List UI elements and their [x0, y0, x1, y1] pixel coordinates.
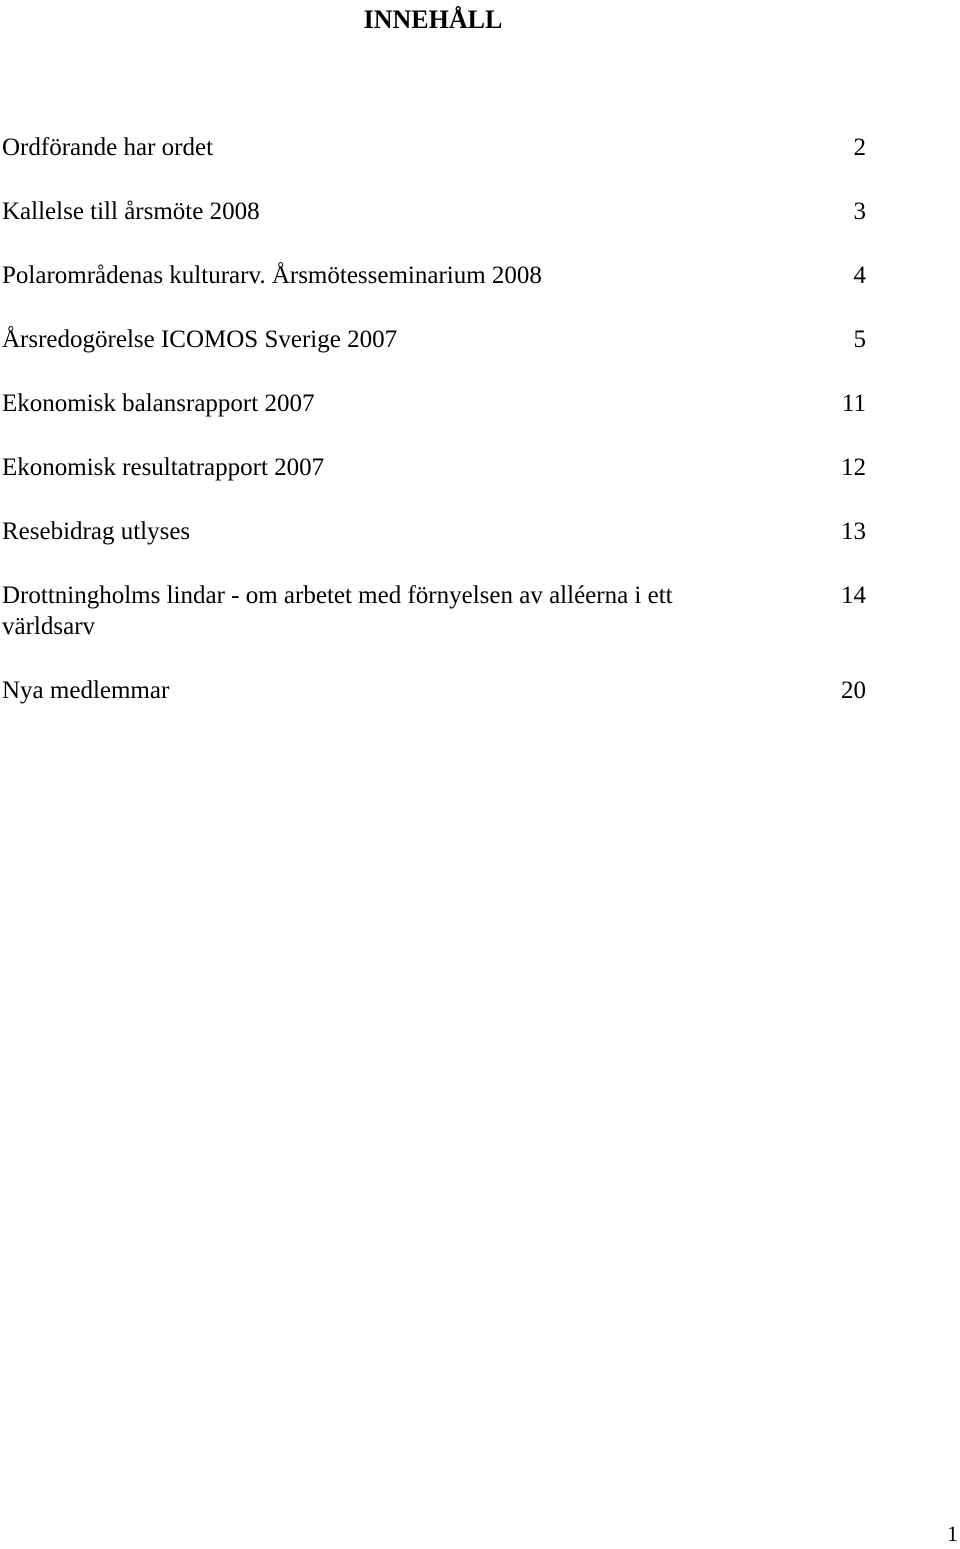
- toc-entry-title: Ekonomisk resultatrapport 2007: [2, 454, 325, 481]
- toc-entry: [2, 260, 866, 291]
- toc-entry-page: 3: [853, 198, 866, 225]
- toc-entry-page: 20: [841, 677, 866, 704]
- toc-entry-title: Kallelse till årsmöte 2008: [2, 198, 260, 225]
- toc-entry: [2, 196, 866, 227]
- toc-entry-title: Resebidrag utlyses: [2, 518, 191, 545]
- toc-entry-page: 11: [841, 390, 866, 417]
- toc-entry-page: 5: [853, 326, 866, 353]
- toc-entry-page: 2: [853, 134, 866, 161]
- toc-entry-title: Årsredogörelse ICOMOS Sverige 2007: [2, 326, 398, 353]
- page-title: INNEHÅLL: [363, 5, 503, 34]
- toc-entry-page: 12: [841, 454, 866, 481]
- toc-entry: [2, 675, 866, 706]
- toc-entry: [2, 516, 866, 547]
- toc-entry-title: Polarområdenas kulturarv. Årsmötesseminarium 2008: [2, 262, 542, 289]
- toc-entry-title: Ekonomisk balansrapport 2007: [2, 390, 315, 417]
- toc-entry: [2, 452, 866, 483]
- toc-entry-title: Ordförande har ordet: [2, 134, 214, 161]
- toc-entry-page: 13: [841, 518, 866, 545]
- toc-entry-page: 4: [853, 262, 866, 289]
- page-number: 1: [947, 1521, 958, 1546]
- toc-entry-title: Nya medlemmar: [2, 677, 170, 704]
- toc-entry: [2, 580, 866, 642]
- toc-entry: [2, 132, 866, 163]
- toc-entry-title: Drottningholms lindar - om arbetet med förnyelsen av alléerna i ett världsarv: [2, 582, 673, 640]
- toc-entry-page: 14: [841, 582, 866, 609]
- table-of-contents: [2, 132, 866, 739]
- toc-entry: [2, 324, 866, 355]
- toc-entry: [2, 388, 866, 419]
